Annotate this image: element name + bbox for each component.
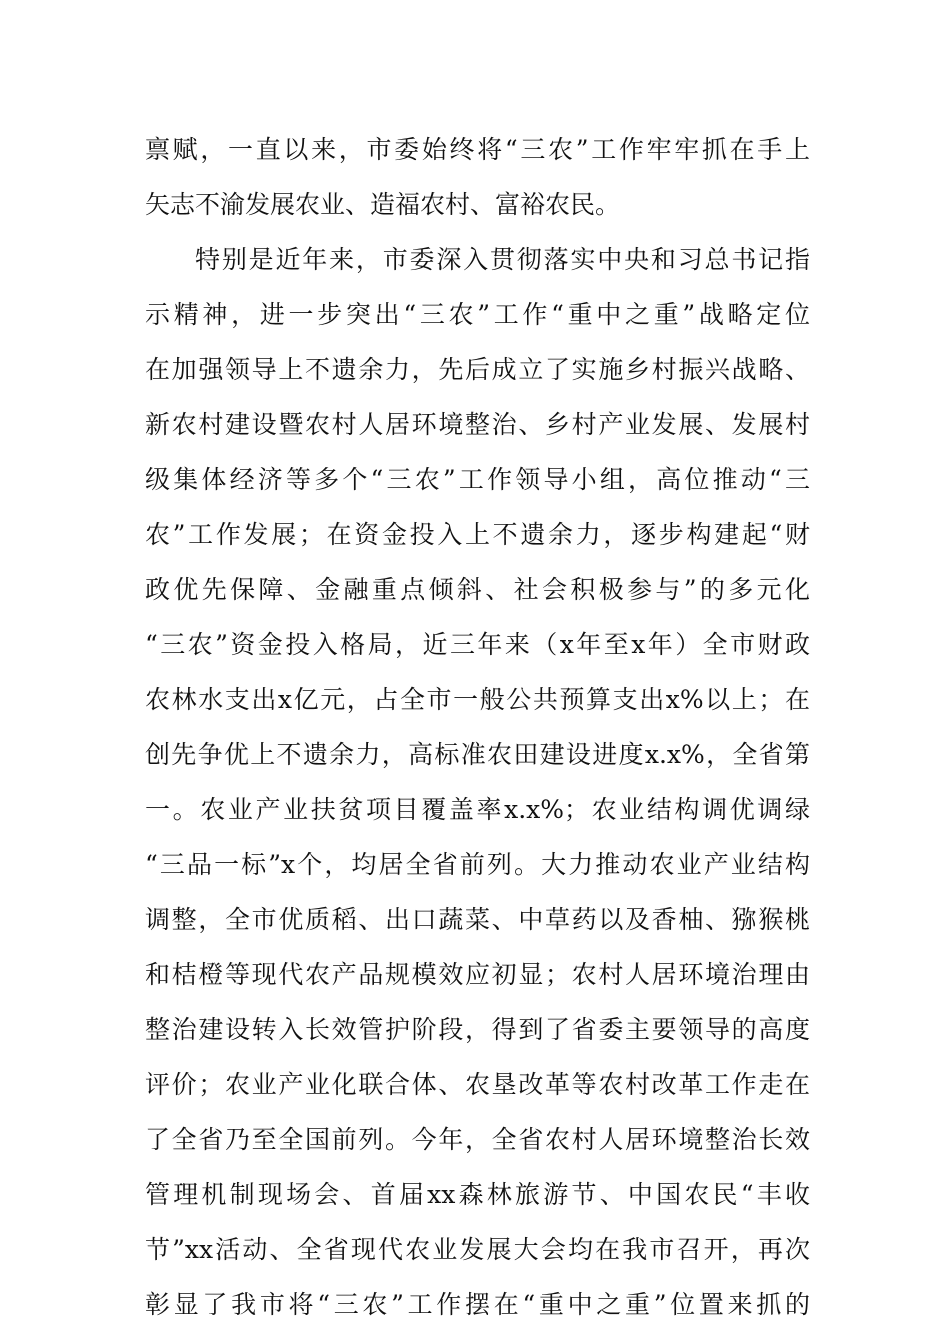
text-line: 级集体经济等多个“三农”工作领导小组，高位推动“三 xyxy=(145,465,810,494)
text-line: 节”xx活动、全省现代农业发展大会均在我市召开，再次 xyxy=(145,1235,810,1264)
text-line: 和桔橙等现代农产品规模效应初显；农村人居环境治理由 xyxy=(145,960,810,989)
text-line: “三农”资金投入格局，近三年来（x年至x年）全市财政 xyxy=(145,630,810,659)
text-line: 整治建设转入长效管护阶段，得到了省委主要领导的高度 xyxy=(145,1015,810,1044)
text-line: 调整，全市优质稻、出口蔬菜、中草药以及香柚、猕猴桃 xyxy=(145,905,810,934)
text-line: 农林水支出x亿元，占全市一般公共预算支出x%以上；在 xyxy=(145,685,810,714)
text-line: 了全省乃至全国前列。今年，全省农村人居环境整治长效 xyxy=(145,1125,810,1154)
text-line: 农”工作发展；在资金投入上不遗余力，逐步构建起“财 xyxy=(145,520,810,549)
text-line: 新农村建设暨农村人居环境整治、乡村产业发展、发展村 xyxy=(145,410,810,439)
text-line: 示精神，进一步突出“三农”工作“重中之重”战略定位 xyxy=(145,300,810,329)
text-line: 在加强领导上不遗余力，先后成立了实施乡村振兴战略、 xyxy=(145,355,810,384)
text-line: 禀赋，一直以来，市委始终将“三农”工作牢牢抓在手上 xyxy=(145,135,810,164)
text-line: 管理机制现场会、首届xx森林旅游节、中国农民“丰收 xyxy=(145,1180,810,1209)
paragraph-first-line: 特别是近年来，市委深入贯彻落实中央和习总书记指 xyxy=(195,245,810,274)
text-line: 一。农业产业扶贫项目覆盖率x.x%；农业结构调优调绿 xyxy=(145,795,810,824)
text-line: 创先争优上不遗余力，高标准农田建设进度x.x%，全省第 xyxy=(145,740,810,769)
text-line: 矢志不渝发展农业、造福农村、富裕农民。 xyxy=(145,190,621,219)
text-line: “三品一标”x个，均居全省前列。大力推动农业产业结构 xyxy=(145,850,810,879)
text-line: 政优先保障、金融重点倾斜、社会积极参与”的多元化 xyxy=(145,575,810,604)
body-text xyxy=(145,122,810,1332)
text-line: 评价；农业产业化联合体、农垦改革等农村改革工作走在 xyxy=(145,1070,810,1099)
text-line: 彰显了我市将“三农”工作摆在“重中之重”位置来抓的 xyxy=(145,1290,810,1319)
